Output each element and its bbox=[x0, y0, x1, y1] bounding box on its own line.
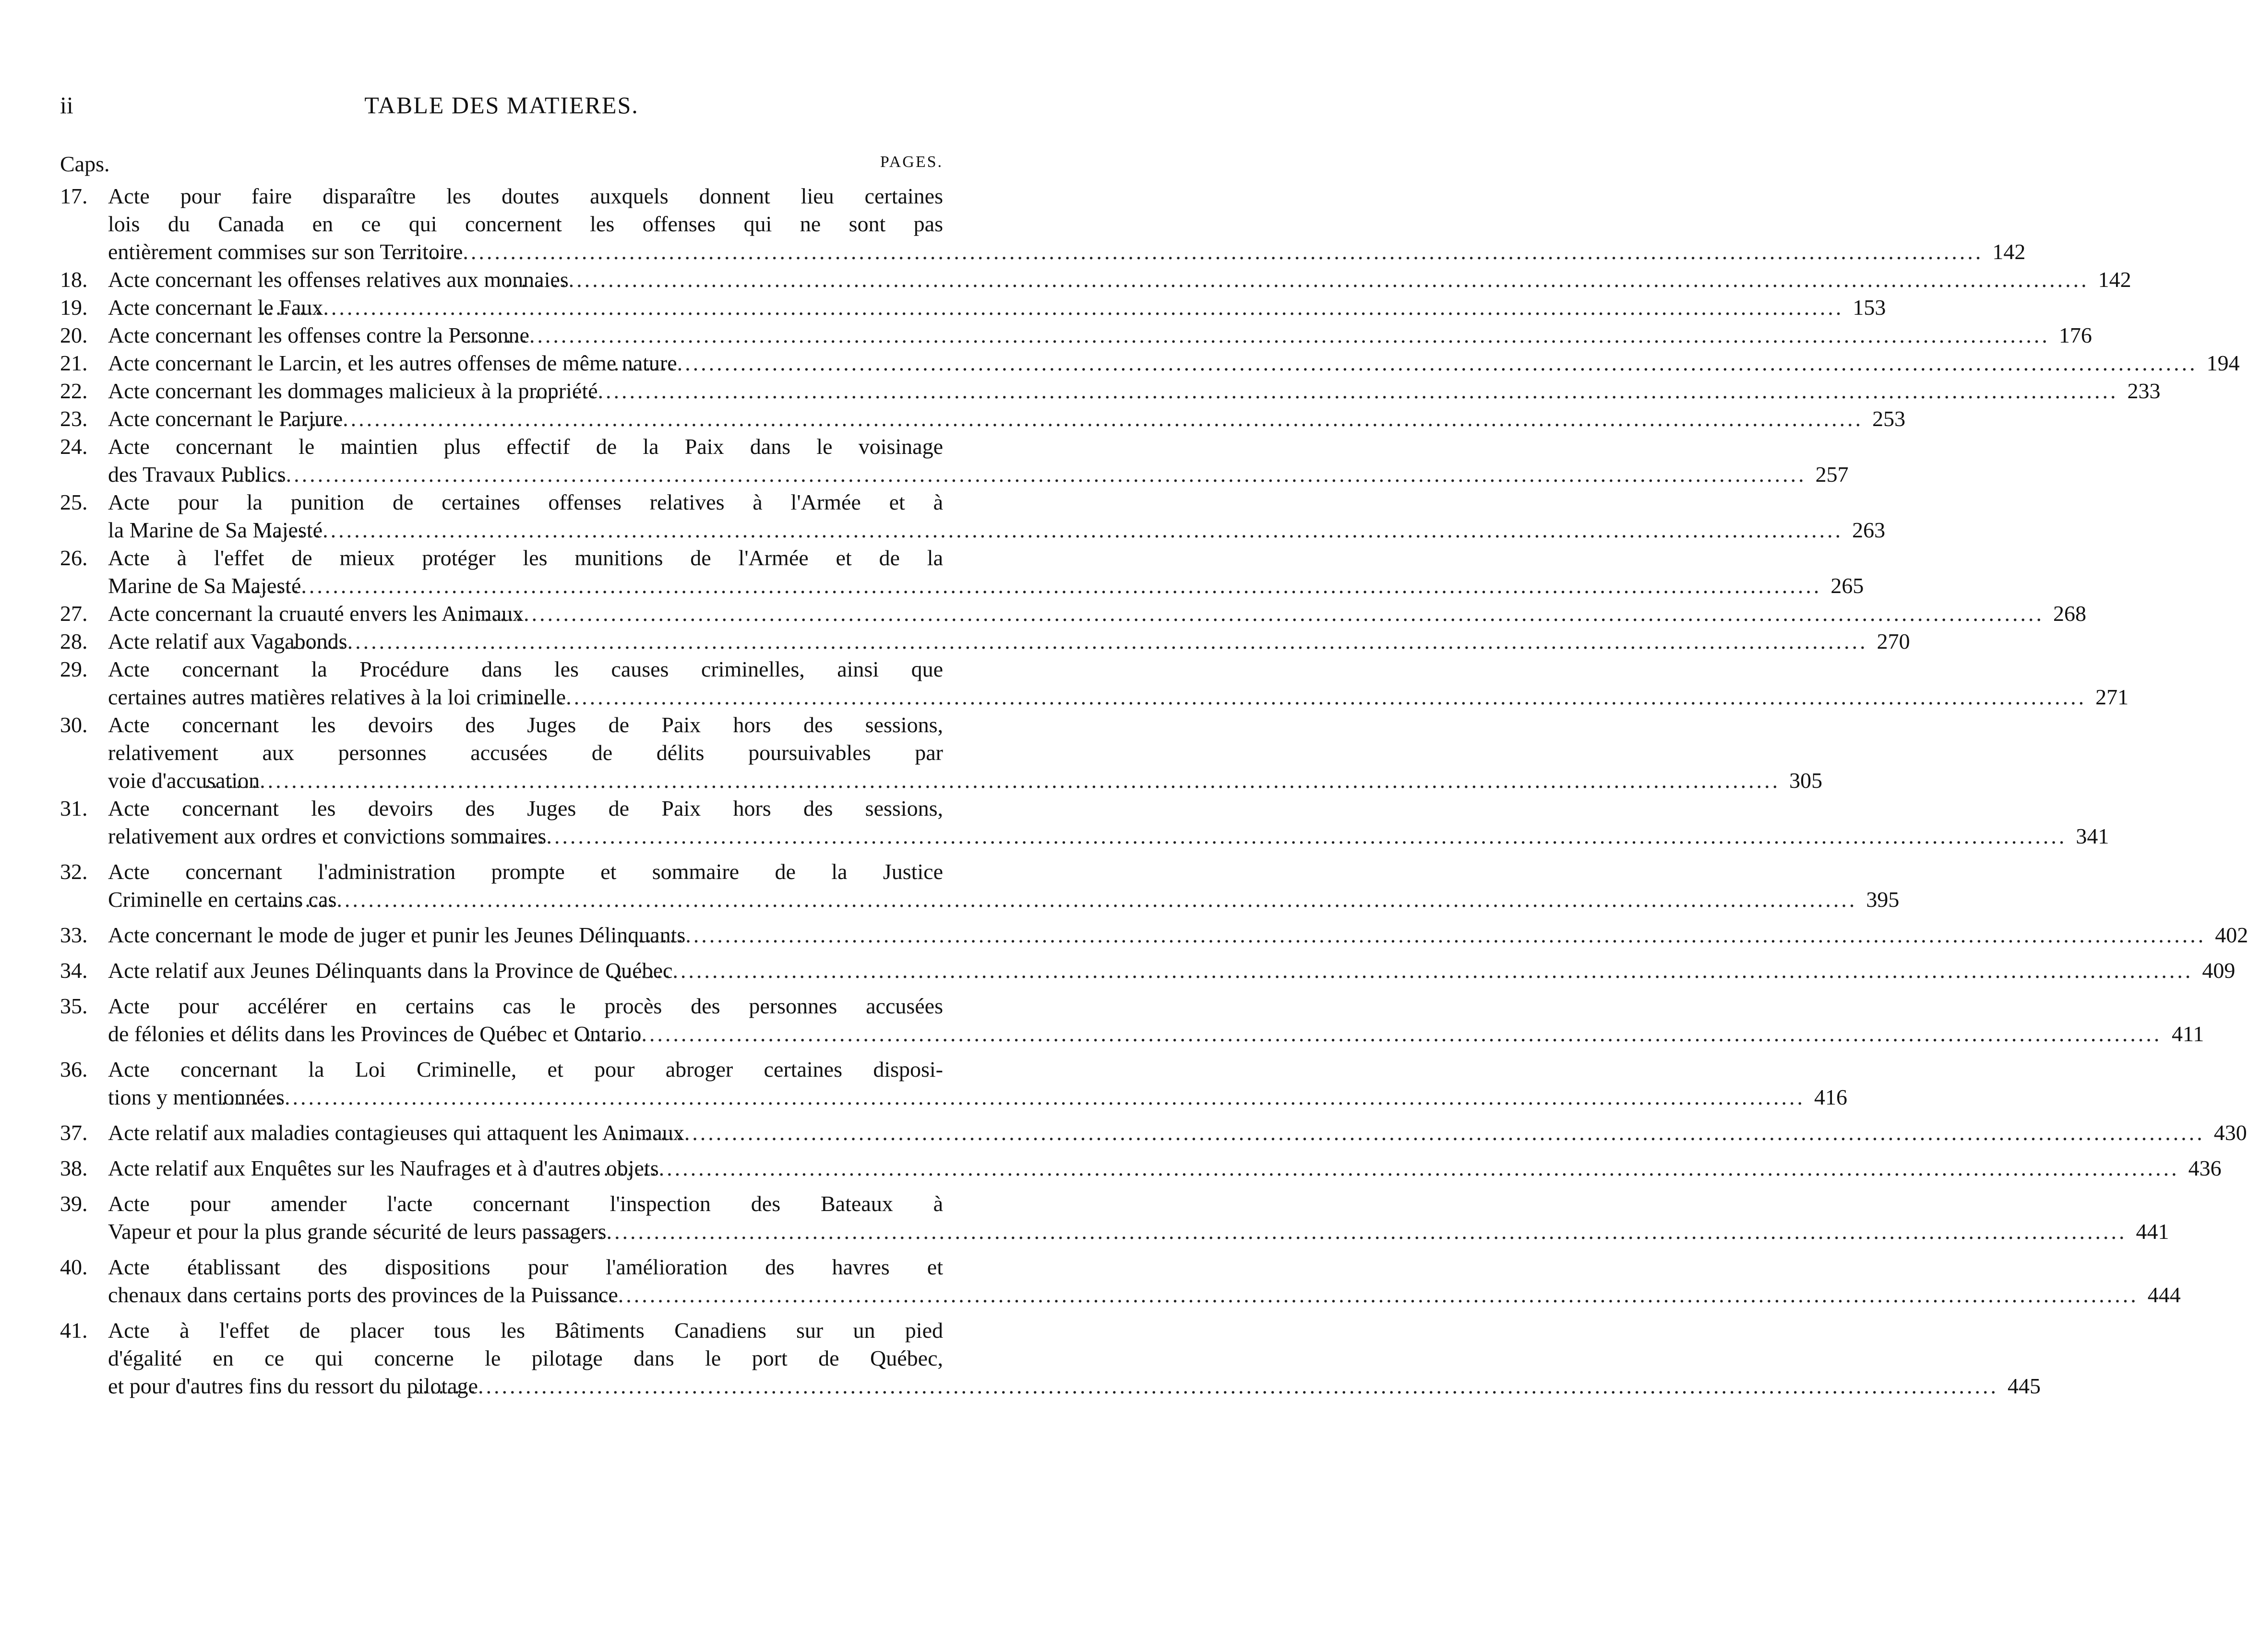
toc-entry bbox=[60, 266, 2131, 294]
toc-entry bbox=[60, 321, 2092, 349]
page-number: 263 bbox=[1852, 518, 1886, 542]
page-number: 265 bbox=[1830, 573, 1864, 598]
entry-title-text: Acte concernant le Parjure bbox=[108, 406, 343, 431]
chapter-number: 23. bbox=[60, 406, 88, 431]
toc-entry bbox=[60, 544, 1864, 600]
toc-entry bbox=[60, 1119, 2247, 1147]
toc-entry bbox=[60, 1190, 2169, 1246]
entry-title-text: la Marine de Sa Majesté bbox=[108, 518, 323, 542]
toc-entry bbox=[60, 1056, 1847, 1111]
page-number: 430 bbox=[2213, 1120, 2247, 1145]
entry-body bbox=[108, 1154, 2222, 1182]
toc-entry bbox=[60, 992, 2204, 1048]
dot-leader bbox=[681, 349, 2198, 377]
page-number: 445 bbox=[2007, 1374, 2041, 1398]
chapter-number: 17. bbox=[60, 184, 88, 208]
entry-line bbox=[108, 405, 1906, 433]
running-head bbox=[60, 91, 943, 120]
entry-line bbox=[108, 433, 943, 461]
page-number: 395 bbox=[1866, 887, 1900, 912]
chapter-number: 28. bbox=[60, 629, 88, 654]
entry-line bbox=[108, 957, 2236, 985]
chapter-number: 37. bbox=[60, 1120, 88, 1145]
entry-body bbox=[108, 405, 1906, 433]
chapter-number: 22. bbox=[60, 379, 88, 403]
entry-title-text: Acte concernant le Larcin, et les autres offenses de même nature bbox=[108, 351, 677, 375]
entry-line bbox=[108, 858, 943, 886]
dot-leader bbox=[288, 1083, 1805, 1111]
entry-body bbox=[108, 1119, 2247, 1147]
dot-leader bbox=[570, 683, 2086, 711]
page-number: 233 bbox=[2127, 379, 2161, 403]
page-number: 268 bbox=[2053, 601, 2086, 626]
entry-body bbox=[108, 957, 2236, 985]
toc-entry bbox=[60, 488, 1886, 544]
page-folio: ii bbox=[60, 92, 73, 119]
entry-title-text: Acte concernant les dommages malicieux à la propriété bbox=[108, 379, 598, 403]
entry-line bbox=[108, 992, 943, 1020]
entry-line bbox=[108, 1056, 943, 1083]
entry-body bbox=[108, 921, 2248, 949]
entry-body bbox=[108, 795, 2109, 850]
dot-leader bbox=[290, 461, 1806, 488]
entry-title-text: Acte concernant les devoirs des Juges de Paix hors des sessions, bbox=[108, 796, 943, 820]
chapter-number: 35. bbox=[60, 994, 88, 1018]
chapter-number: 34. bbox=[60, 958, 88, 983]
entry-line bbox=[108, 822, 2109, 850]
toc-entry bbox=[60, 795, 2109, 850]
chapter-number: 27. bbox=[60, 601, 88, 626]
chapter-number: 31. bbox=[60, 796, 88, 820]
chapter-number: 18. bbox=[60, 267, 88, 292]
toc-entry bbox=[60, 377, 2161, 405]
entry-title-text: entièrement commises sur son Territoire bbox=[108, 239, 463, 264]
entry-title-text: Acte relatif aux Jeunes Délinquants dans la Province de Québec bbox=[108, 958, 673, 983]
entry-title-text: Acte concernant l'administration prompte et sommaire de la Justice bbox=[108, 859, 943, 884]
entry-line bbox=[108, 266, 2131, 294]
dot-leader bbox=[573, 266, 2089, 294]
entry-title-text: Acte à l'effet de mieux protéger les munitions de l'Armée et de la bbox=[108, 546, 943, 570]
page-number: 341 bbox=[2076, 824, 2109, 848]
toc-entry bbox=[60, 858, 1900, 914]
entry-body bbox=[108, 377, 2161, 405]
page-number: 436 bbox=[2188, 1156, 2222, 1180]
page-number: 142 bbox=[1992, 239, 2026, 264]
page-number: 416 bbox=[1814, 1085, 1847, 1109]
dot-leader bbox=[676, 957, 2193, 985]
entry-line bbox=[108, 921, 2248, 949]
entry-title-text: Acte pour la punition de certaines offenses relatives à l'Armée et à bbox=[108, 490, 943, 514]
entry-title-text: Acte relatif aux Vagabonds bbox=[108, 629, 347, 654]
chapter-number: 40. bbox=[60, 1255, 88, 1279]
chapter-number: 32. bbox=[60, 859, 88, 884]
entry-title-text: relativement aux ordres et convictions sommaires bbox=[108, 824, 547, 848]
page-number: 409 bbox=[2202, 958, 2236, 983]
entry-line bbox=[108, 321, 2092, 349]
entry-body bbox=[108, 858, 1900, 914]
entry-line bbox=[108, 683, 2129, 711]
toc-entry bbox=[60, 957, 2236, 985]
dot-leader bbox=[466, 238, 1983, 266]
dot-leader bbox=[351, 628, 1868, 655]
dot-leader bbox=[689, 921, 2206, 949]
entry-line bbox=[108, 1344, 943, 1372]
toc-entry bbox=[60, 1317, 2041, 1400]
entry-line bbox=[108, 628, 1910, 655]
dot-leader bbox=[688, 1119, 2205, 1147]
chapter-number: 19. bbox=[60, 295, 88, 320]
entry-body bbox=[108, 544, 1864, 600]
dot-leader bbox=[533, 321, 2050, 349]
column-headings bbox=[60, 151, 943, 178]
table-of-contents bbox=[60, 182, 2248, 1400]
toc-entry bbox=[60, 405, 1906, 433]
entry-body bbox=[108, 1317, 2041, 1400]
entry-title-text: d'égalité en ce qui concerne le pilotage dans le port de Québec, bbox=[108, 1346, 943, 1370]
entry-line bbox=[108, 461, 1849, 488]
page-number: 441 bbox=[2136, 1219, 2169, 1244]
entry-body bbox=[108, 1253, 2181, 1309]
entry-line bbox=[108, 767, 1823, 795]
entry-title-text: et pour d'autres fins du ressort du pilotage bbox=[108, 1374, 478, 1398]
entry-title-text: relativement aux personnes accusées de délits poursuivables par bbox=[108, 740, 943, 765]
chapter-number: 25. bbox=[60, 490, 88, 514]
page-number: 176 bbox=[2058, 323, 2092, 347]
entry-title-text: Acte relatif aux Enquêtes sur les Naufrages et à d'autres objets bbox=[108, 1156, 659, 1180]
page-number: 305 bbox=[1789, 768, 1823, 793]
page-number: 257 bbox=[1815, 462, 1849, 487]
toc-entry bbox=[60, 433, 1849, 488]
dot-leader bbox=[622, 1281, 2139, 1309]
entry-title-text: des Travaux Publics bbox=[108, 462, 286, 487]
pages-column-label: PAGES. bbox=[880, 153, 943, 171]
entry-line bbox=[108, 488, 943, 516]
dot-leader bbox=[263, 767, 1780, 795]
entry-title-text: lois du Canada en ce qui concernent les offenses qui ne sont pas bbox=[108, 212, 943, 236]
entry-title-text: Acte concernant la Procédure dans les causes criminelles, ainsi que bbox=[108, 657, 943, 681]
entry-body bbox=[108, 992, 2204, 1048]
entry-body bbox=[108, 600, 2086, 628]
entry-line bbox=[108, 182, 943, 210]
toc-entry bbox=[60, 628, 1910, 655]
entry-title-text: Acte pour accélérer en certains cas le procès des personnes accusées bbox=[108, 994, 943, 1018]
dot-leader bbox=[326, 516, 1843, 544]
dot-leader bbox=[327, 294, 1843, 321]
entry-line bbox=[108, 739, 943, 767]
entry-title-text: Criminelle en certains cas bbox=[108, 887, 337, 912]
entry-body bbox=[108, 1190, 2169, 1246]
chapter-number: 26. bbox=[60, 546, 88, 570]
entry-body bbox=[108, 182, 2026, 266]
toc-entry bbox=[60, 182, 2026, 266]
entry-line bbox=[108, 1372, 2041, 1400]
entry-line bbox=[108, 795, 943, 822]
entry-line bbox=[108, 1218, 2169, 1246]
entry-body bbox=[108, 711, 1823, 795]
entry-line bbox=[108, 1020, 2204, 1048]
chapter-number: 41. bbox=[60, 1318, 88, 1343]
page-number: 270 bbox=[1877, 629, 1910, 654]
entry-title-text: Acte concernant le mode de juger et punir les Jeunes Délinquants bbox=[108, 923, 686, 947]
entry-body bbox=[108, 294, 1886, 321]
entry-title-text: chenaux dans certains ports des provinces de la Puissance bbox=[108, 1283, 618, 1307]
entry-title-text: Acte concernant la cruauté envers les Animaux bbox=[108, 601, 524, 626]
entry-line bbox=[108, 1281, 2181, 1309]
chapter-number: 21. bbox=[60, 351, 88, 375]
dot-leader bbox=[550, 822, 2067, 850]
entry-title-text: Acte pour amender l'acte concernant l'inspection des Bateaux à bbox=[108, 1191, 943, 1216]
page-number: 411 bbox=[2172, 1022, 2204, 1046]
entry-line bbox=[108, 711, 943, 739]
chapter-number: 29. bbox=[60, 657, 88, 681]
entry-line bbox=[108, 572, 1864, 600]
entry-body bbox=[108, 655, 2129, 711]
page-number: 271 bbox=[2095, 685, 2129, 709]
entry-line bbox=[108, 210, 943, 238]
entry-title-text: Vapeur et pour la plus grande sécurité de leurs passagers bbox=[108, 1219, 607, 1244]
page-number: 142 bbox=[2098, 267, 2131, 292]
dot-leader bbox=[602, 377, 2118, 405]
chapter-number: 39. bbox=[60, 1191, 88, 1216]
dot-leader bbox=[340, 886, 1857, 914]
toc-entry bbox=[60, 349, 2240, 377]
dot-leader bbox=[663, 1154, 2179, 1182]
entry-body bbox=[108, 1056, 1847, 1111]
page-number: 402 bbox=[2215, 923, 2248, 947]
entry-title-text: Marine de Sa Majesté bbox=[108, 573, 301, 598]
chapter-number: 36. bbox=[60, 1057, 88, 1082]
toc-entry bbox=[60, 921, 2248, 949]
dot-leader bbox=[305, 572, 1821, 600]
dot-leader bbox=[645, 1020, 2162, 1048]
entry-line bbox=[108, 1317, 943, 1344]
page-number: 194 bbox=[2206, 351, 2240, 375]
entry-line bbox=[108, 516, 1886, 544]
entry-line bbox=[108, 377, 2161, 405]
dot-leader bbox=[482, 1372, 1998, 1400]
entry-body bbox=[108, 349, 2240, 377]
entry-line bbox=[108, 238, 2026, 266]
entry-body bbox=[108, 321, 2092, 349]
chapter-number: 30. bbox=[60, 713, 88, 737]
entry-title-text: Acte établissant des dispositions pour l'amélioration des havres et bbox=[108, 1255, 943, 1279]
dot-leader bbox=[527, 600, 2044, 628]
entry-line bbox=[108, 1154, 2222, 1182]
chapter-number: 20. bbox=[60, 323, 88, 347]
entry-line bbox=[108, 1083, 1847, 1111]
entry-title-text: Acte concernant les devoirs des Juges de Paix hors des sessions, bbox=[108, 713, 943, 737]
entry-title-text: certaines autres matières relatives à la loi criminelle bbox=[108, 685, 566, 709]
entry-line bbox=[108, 1119, 2247, 1147]
caps-column-label: Caps. bbox=[60, 152, 110, 176]
entry-title-text: Acte concernant le Faux bbox=[108, 295, 323, 320]
entry-title-text: de félonies et délits dans les Provinces de Québec et Ontario bbox=[108, 1022, 642, 1046]
entry-line bbox=[108, 544, 943, 572]
chapter-number: 24. bbox=[60, 434, 88, 459]
page-number: 153 bbox=[1853, 295, 1886, 320]
dot-leader bbox=[610, 1218, 2127, 1246]
entry-title-text: Acte concernant la Loi Criminelle, et pour abroger certaines disposi- bbox=[108, 1057, 943, 1082]
chapter-number: 38. bbox=[60, 1156, 88, 1180]
entry-body bbox=[108, 628, 1910, 655]
page-title: TABLE DES MATIERES. bbox=[364, 92, 639, 119]
entry-line bbox=[108, 886, 1900, 914]
dot-leader bbox=[347, 405, 1863, 433]
entry-line bbox=[108, 655, 943, 683]
entry-title-text: Acte relatif aux maladies contagieuses qui attaquent les Animaux bbox=[108, 1120, 684, 1145]
entry-title-text: Acte concernant le maintien plus effectif de la Paix dans le voisinage bbox=[108, 434, 943, 459]
entry-body bbox=[108, 433, 1849, 488]
entry-title-text: Acte pour faire disparaître les doutes auxquels donnent lieu certaines bbox=[108, 184, 943, 208]
toc-entry bbox=[60, 1253, 2181, 1309]
entry-body bbox=[108, 488, 1886, 544]
toc-entry bbox=[60, 294, 1886, 321]
entry-line bbox=[108, 600, 2086, 628]
toc-entry bbox=[60, 1154, 2222, 1182]
entry-title-text: Acte concernant les offenses contre la Personne bbox=[108, 323, 529, 347]
page-number: 444 bbox=[2147, 1283, 2181, 1307]
chapter-number: 33. bbox=[60, 923, 88, 947]
entry-body bbox=[108, 266, 2131, 294]
entry-title-text: voie d'accusation bbox=[108, 768, 260, 793]
entry-title-text: Acte concernant les offenses relatives aux monnaies bbox=[108, 267, 569, 292]
entry-line bbox=[108, 349, 2240, 377]
entry-title-text: tions y mentionnées bbox=[108, 1085, 285, 1109]
entry-line bbox=[108, 1253, 943, 1281]
entry-line bbox=[108, 294, 1886, 321]
toc-entry bbox=[60, 600, 2086, 628]
page-number: 253 bbox=[1872, 406, 1906, 431]
entry-title-text: Acte à l'effet de placer tous les Bâtiments Canadiens sur un pied bbox=[108, 1318, 943, 1343]
toc-entry bbox=[60, 711, 1823, 795]
entry-line bbox=[108, 1190, 943, 1218]
toc-entry bbox=[60, 655, 2129, 711]
